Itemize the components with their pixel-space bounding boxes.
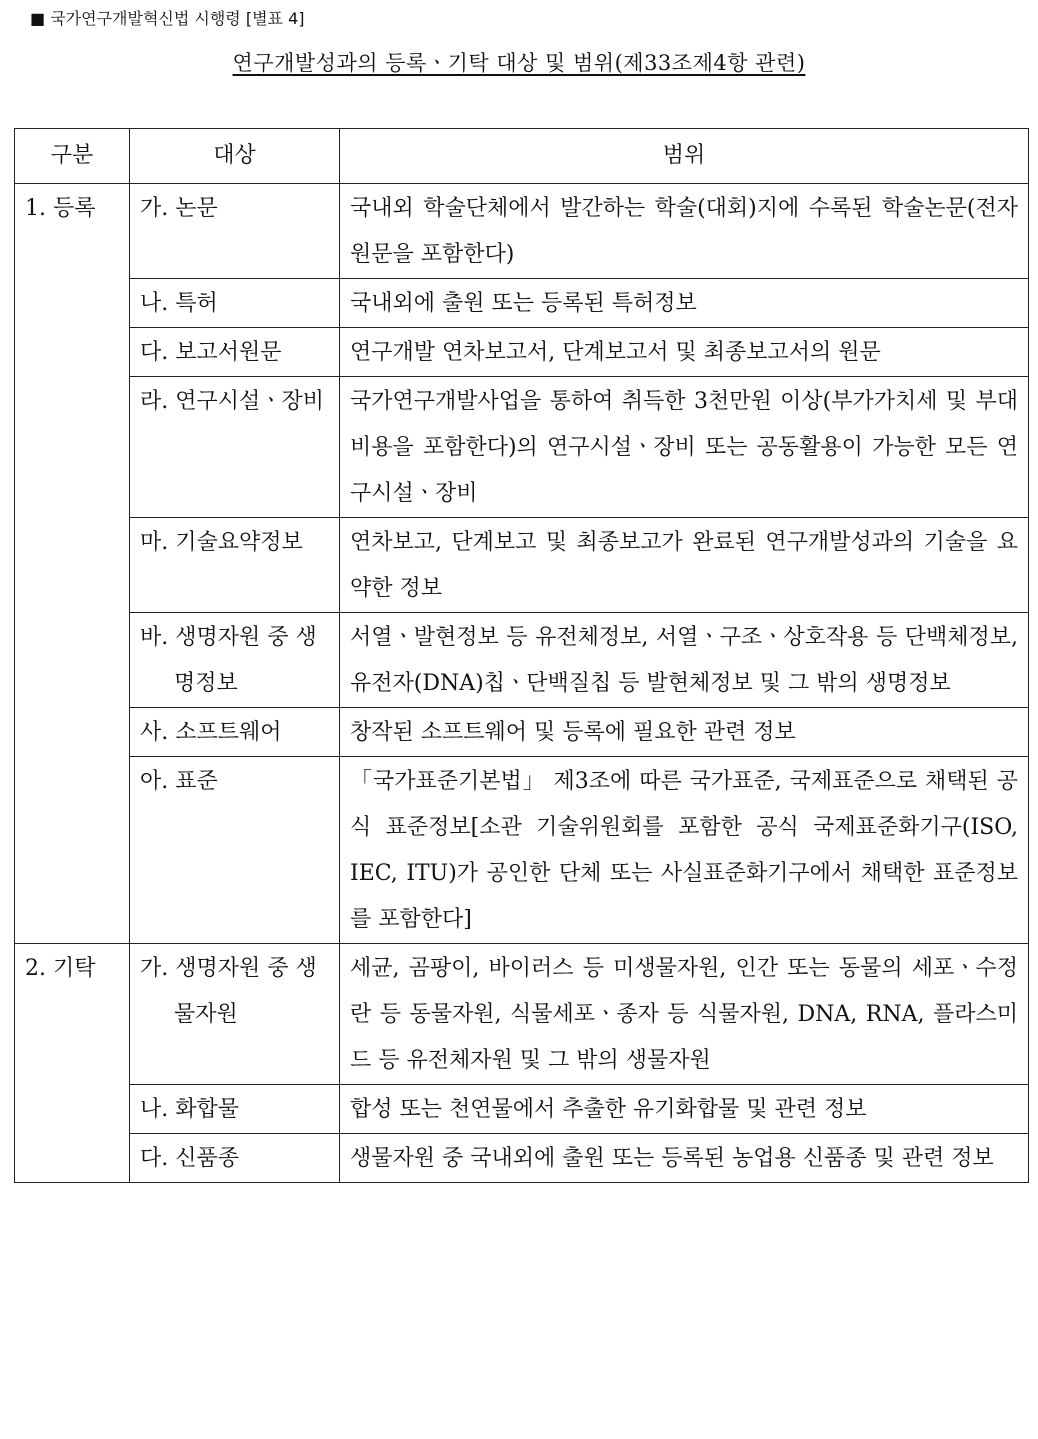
range-cell: 연구개발 연차보고서, 단계보고서 및 최종보고서의 원문 bbox=[340, 328, 1029, 377]
table-row bbox=[15, 328, 1029, 377]
table-row bbox=[15, 757, 1029, 944]
target-label: 나. 화합물 bbox=[140, 1097, 239, 1122]
target-label: 가. 생명자원 중 생물자원 bbox=[140, 956, 317, 1027]
table-row bbox=[15, 708, 1029, 757]
registration-table bbox=[14, 128, 1029, 1183]
table-header-row bbox=[15, 129, 1029, 184]
target-label: 마. 기술요약정보 bbox=[140, 530, 303, 555]
target-cell bbox=[130, 518, 340, 613]
target-cell bbox=[130, 377, 340, 518]
target-cell bbox=[130, 613, 340, 708]
range-cell: 창작된 소프트웨어 및 등록에 필요한 관련 정보 bbox=[340, 708, 1029, 757]
range-cell: 국가연구개발사업을 통하여 취득한 3천만원 이상(부가가치세 및 부대비용을 포함한다)의 연구시설ㆍ장비 또는 공동활용이 가능한 모든 연구시설ㆍ장비 bbox=[340, 377, 1029, 518]
range-cell: 생물자원 중 국내외에 출원 또는 등록된 농업용 신품종 및 관련 정보 bbox=[340, 1134, 1029, 1183]
target-cell bbox=[130, 184, 340, 279]
table-row bbox=[15, 184, 1029, 279]
range-cell: 국내외에 출원 또는 등록된 특허정보 bbox=[340, 279, 1029, 328]
range-cell: 「국가표준기본법」 제3조에 따른 국가표준, 국제표준으로 채택된 공식 표준정보[소관 기술위원회를 포함한 공식 국제표준화기구(ISO, IEC, ITU)가 공인한 단체 또는 사실표준화기구에서 채택한 표준정보를 포함한다] bbox=[340, 757, 1029, 944]
table-row bbox=[15, 377, 1029, 518]
range-cell: 합성 또는 천연물에서 추출한 유기화합물 및 관련 정보 bbox=[340, 1085, 1029, 1134]
target-label: 나. 특허 bbox=[140, 291, 218, 316]
target-cell bbox=[130, 279, 340, 328]
target-label: 바. 생명자원 중 생명정보 bbox=[140, 625, 317, 696]
target-label: 사. 소프트웨어 bbox=[140, 720, 282, 745]
header-note: ■ 국가연구개발혁신법 시행령 [별표 4] bbox=[30, 9, 305, 28]
target-cell bbox=[130, 708, 340, 757]
table-row bbox=[15, 518, 1029, 613]
target-label: 라. 연구시설ㆍ장비 bbox=[140, 389, 325, 414]
range-cell: 세균, 곰팡이, 바이러스 등 미생물자원, 인간 또는 동물의 세포ㆍ수정란 등 동물자원, 식물세포ㆍ종자 등 식물자원, DNA, RNA, 플라스미드 등 유전체자원 및 그 밖의 생물자원 bbox=[340, 944, 1029, 1085]
target-label: 가. 논문 bbox=[140, 196, 218, 221]
table-row bbox=[15, 1085, 1029, 1134]
category-cell: 1. 등록 bbox=[15, 184, 130, 944]
column-header-range: 범위 bbox=[340, 129, 1029, 184]
target-cell bbox=[130, 1085, 340, 1134]
category-cell: 2. 기탁 bbox=[15, 944, 130, 1183]
range-cell: 연차보고, 단계보고 및 최종보고가 완료된 연구개발성과의 기술을 요약한 정보 bbox=[340, 518, 1029, 613]
table-row bbox=[15, 1134, 1029, 1183]
column-header-category: 구분 bbox=[15, 129, 130, 184]
target-cell bbox=[130, 757, 340, 944]
table-row bbox=[15, 944, 1029, 1085]
target-label: 다. 신품종 bbox=[140, 1146, 239, 1171]
table-row bbox=[15, 279, 1029, 328]
target-label: 아. 표준 bbox=[140, 769, 218, 794]
table-row bbox=[15, 613, 1029, 708]
target-cell bbox=[130, 944, 340, 1085]
page-title-text: 연구개발성과의 등록ㆍ기탁 대상 및 범위(제33조제4항 관련) bbox=[232, 51, 806, 75]
column-header-target: 대상 bbox=[130, 129, 340, 184]
target-cell bbox=[130, 1134, 340, 1183]
target-label: 다. 보고서원문 bbox=[140, 340, 282, 365]
page-title bbox=[0, 48, 1038, 78]
range-cell: 국내외 학술단체에서 발간하는 학술(대회)지에 수록된 학술논문(전자원문을 포함한다) bbox=[340, 184, 1029, 279]
target-cell bbox=[130, 328, 340, 377]
range-cell: 서열ㆍ발현정보 등 유전체정보, 서열ㆍ구조ㆍ상호작용 등 단백체정보, 유전자(DNA)칩ㆍ단백질칩 등 발현체정보 및 그 밖의 생명정보 bbox=[340, 613, 1029, 708]
